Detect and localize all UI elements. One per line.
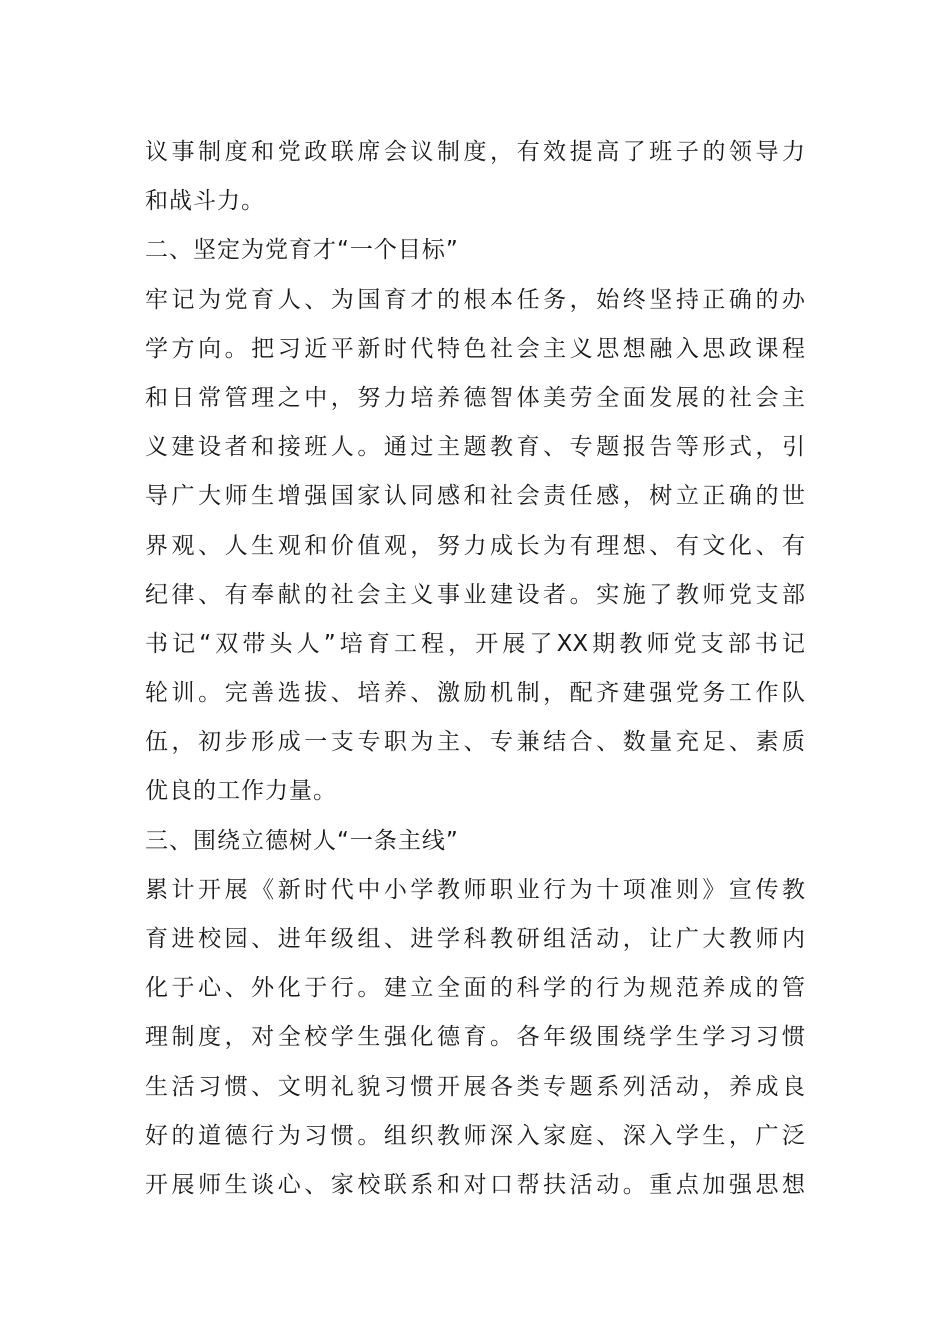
paragraph-line: 化于心、外化于行。建立全面的科学的行为规范养成的管: [145, 975, 805, 1002]
paragraph-line: 优良的工作力量。: [145, 778, 337, 805]
paragraph-line: 生活习惯、文明礼貌习惯开展各类专题系列活动，养成良: [145, 1073, 805, 1100]
paragraph-line: 学方向。把习近平新时代特色社会主义思想融入思政课程: [145, 335, 805, 362]
paragraph-line: 纪律、有奉献的社会主义事业建设者。实施了教师党支部: [145, 581, 805, 608]
paragraph-line: 开展师生谈心、家校联系和对口帮扶活动。重点加强思想: [145, 1171, 805, 1198]
paragraph-line: 书记“双带头人”培育工程，开展了XX期教师党支部书记: [145, 630, 805, 657]
section-heading: 三、围绕立德树人“一条主线”: [145, 827, 459, 854]
section-heading: 二、坚定为党育才“一个目标”: [145, 237, 459, 264]
paragraph-line: 议事制度和党政联席会议制度，有效提高了班子的领导力: [145, 139, 805, 165]
paragraph-line: 界观、人生观和价值观，努力成长为有理想、有文化、有: [145, 532, 805, 559]
paragraph-line: 累计开展《新时代中小学教师职业行为十项准则》宣传教: [145, 876, 805, 903]
paragraph-line: 牢记为党育人、为国育才的根本任务，始终坚持正确的办: [145, 286, 805, 313]
paragraph-line: 理制度，对全校学生强化德育。各年级围绕学生学习习惯: [145, 1024, 805, 1051]
paragraph-line: 和战斗力。: [145, 188, 265, 215]
paragraph-line: 轮训。完善选拔、培养、激励机制，配齐建强党务工作队: [145, 680, 805, 707]
paragraph-line: 伍，初步形成一支专职为主、专兼结合、数量充足、素质: [145, 729, 805, 756]
paragraph-line: 好的道德行为习惯。组织教师深入家庭、深入学生，广泛: [145, 1122, 805, 1149]
document-body: [145, 128, 805, 1210]
paragraph-line: 和日常管理之中，努力培养德智体美劳全面发展的社会主: [145, 384, 805, 411]
paragraph-line: 义建设者和接班人。通过主题教育、专题报告等形式，引: [145, 434, 805, 461]
paragraph-line: 导广大师生增强国家认同感和社会责任感，树立正确的世: [145, 483, 805, 510]
paragraph-line: 育进校园、进年级组、进学科教研组活动，让广大教师内: [145, 926, 805, 952]
